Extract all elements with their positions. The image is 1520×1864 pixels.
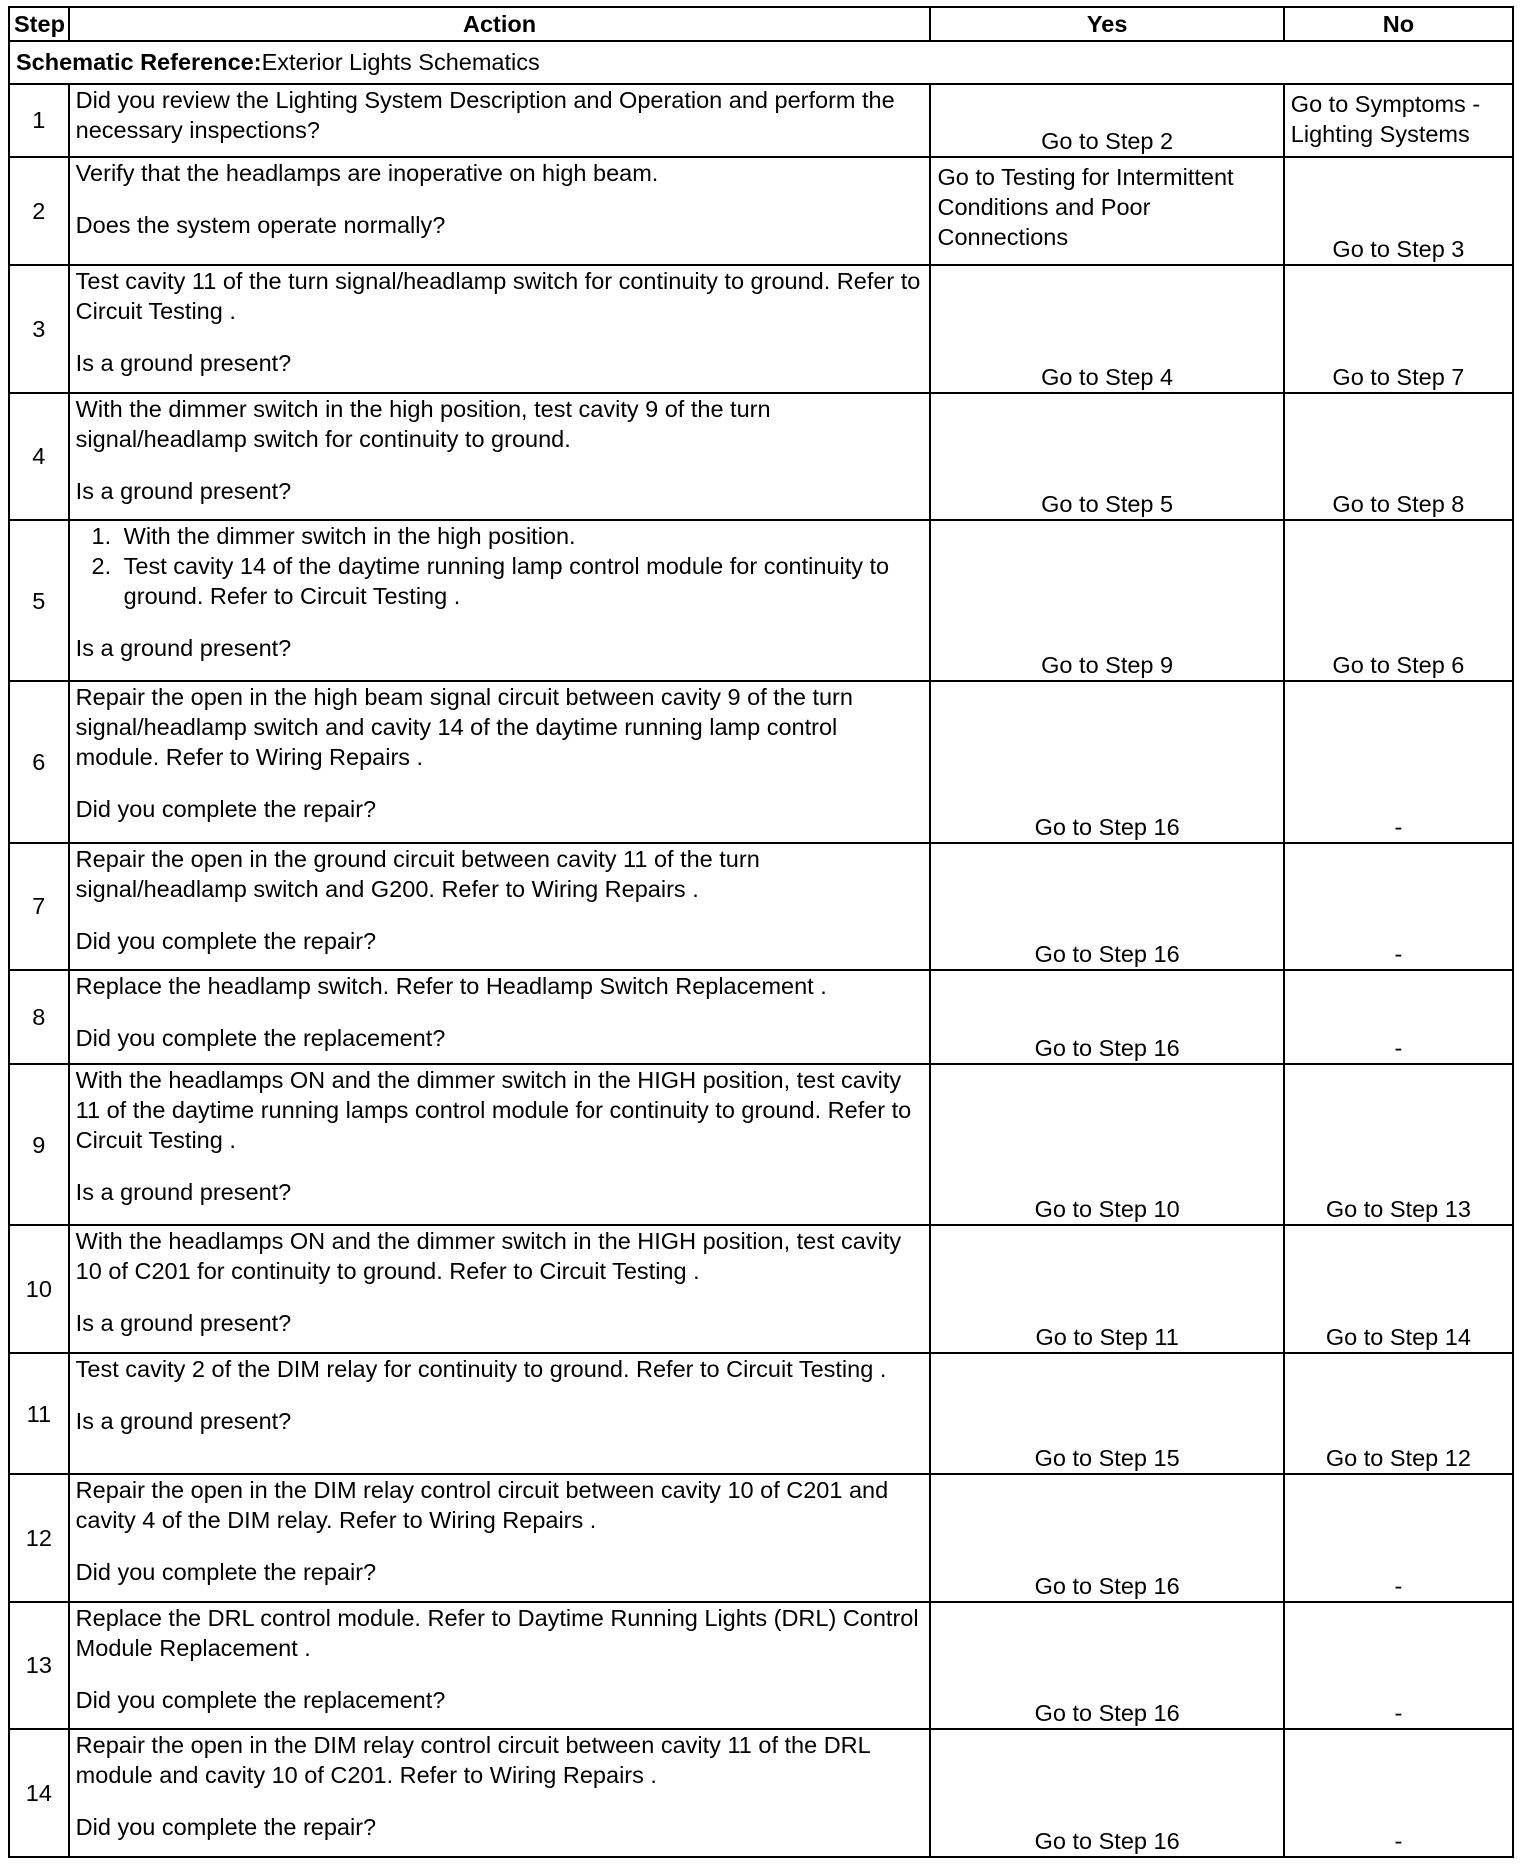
list-item: 2. Test cavity 14 of the daytime running lamp control module for continuity to ground. Refer to Circuit Testing . [118,551,924,611]
action-cell [69,1474,931,1602]
yes-cell[interactable]: Go to Step 9 [930,520,1283,681]
action-text: Did you review the Lighting System Description and Operation and perform the necessary inspections? [75,86,895,143]
no-cell[interactable]: Go to Step 3 [1284,157,1513,264]
step-number: 10 [9,1225,69,1353]
yes-cell[interactable]: Go to Step 16 [930,1729,1283,1857]
table-row [9,843,1513,971]
step-number: 13 [9,1602,69,1730]
no-cell[interactable]: Go to Step 6 [1284,520,1513,681]
action-cell [69,1729,931,1857]
step-number: 4 [9,393,69,521]
table-row [9,1729,1513,1857]
action-cell [69,1353,931,1474]
yes-cell[interactable]: Go to Step 16 [930,681,1283,842]
table-row [9,1225,1513,1353]
yes-cell[interactable]: Go to Step 2 [930,84,1283,158]
action-question: Does the system operate normally? [75,212,446,239]
table-row [9,265,1513,393]
yes-cell[interactable]: Go to Step 4 [930,265,1283,393]
action-question: Did you complete the repair? [75,927,377,954]
yes-cell[interactable]: Go to Step 15 [930,1353,1283,1474]
schematic-reference-label: Schematic Reference: [16,49,262,76]
step-number: 12 [9,1474,69,1602]
action-question: Did you complete the replacement? [75,1686,446,1713]
action-text: Repair the open in the ground circuit between cavity 11 of the turn signal/headlamp switch and G200. Refer to Wiring Repairs . [75,845,760,902]
header-no: No [1284,7,1513,41]
action-cell [69,393,931,521]
list-item: 1. With the dimmer switch in the high position. [118,521,924,551]
action-text: Replace the DRL control module. Refer to Daytime Running Lights (DRL) Control Module Replacement . [75,1604,919,1661]
action-cell [69,843,931,971]
header-step: Step [9,7,69,41]
step-number: 2 [9,157,69,264]
no-cell[interactable]: Go to Step 8 [1284,393,1513,521]
header-row [9,7,1513,41]
table-row [9,1353,1513,1474]
no-cell: - [1284,681,1513,842]
action-question: Is a ground present? [75,349,292,376]
step-number: 5 [9,520,69,681]
step-number: 6 [9,681,69,842]
action-text: With the dimmer switch in the high position, test cavity 9 of the turn signal/headlamp switch for continuity to ground. [75,395,771,452]
yes-cell[interactable]: Go to Step 16 [930,843,1283,971]
schematic-reference-link[interactable]: Exterior Lights Schematics [261,49,540,76]
action-question: Is a ground present? [75,1310,292,1337]
action-text: Replace the headlamp switch. Refer to Headlamp Switch Replacement . [75,973,827,1000]
action-cell [69,84,931,158]
table-row [9,393,1513,521]
action-cell [69,1602,931,1730]
table-row [9,1602,1513,1730]
step-number: 3 [9,265,69,393]
header-yes: Yes [930,7,1283,41]
step-number: 9 [9,1064,69,1225]
schematic-reference [9,41,1513,84]
yes-cell[interactable]: Go to Testing for Intermittent Conditions and Poor Connections [930,157,1283,264]
action-text: Test cavity 2 of the DIM relay for continuity to ground. Refer to Circuit Testing . [75,1356,887,1383]
yes-cell[interactable]: Go to Step 16 [930,1602,1283,1730]
header-action: Action [69,7,931,41]
no-cell[interactable]: Go to Symptoms - Lighting Systems [1284,84,1513,158]
action-question: Is a ground present? [75,1408,292,1435]
action-question: Is a ground present? [75,1179,292,1206]
action-cell [69,157,931,264]
step-number: 14 [9,1729,69,1857]
action-question: Is a ground present? [75,635,292,662]
table-row [9,157,1513,264]
action-text: With the headlamps ON and the dimmer switch in the HIGH position, test cavity 10 of C201 for continuity to ground. Refer to Circuit Testing . [75,1228,902,1285]
action-text: Repair the open in the DIM relay control circuit between cavity 10 of C201 and cavity 4 of the DIM relay. Refer to Wiring Repairs . [75,1476,889,1533]
step-number: 8 [9,970,69,1064]
schematic-reference-row [9,41,1513,84]
action-cell [69,520,931,681]
no-cell[interactable]: Go to Step 7 [1284,265,1513,393]
no-cell: - [1284,1729,1513,1857]
table-row [9,970,1513,1064]
action-text: With the headlamps ON and the dimmer switch in the HIGH position, test cavity 11 of the daytime running lamps control module for continuity to ground. Refer to Circuit Testing . [75,1067,912,1154]
no-cell[interactable]: Go to Step 13 [1284,1064,1513,1225]
table-row [9,520,1513,681]
yes-cell[interactable]: Go to Step 16 [930,970,1283,1064]
step-number: 11 [9,1353,69,1474]
step-number: 1 [9,84,69,158]
no-cell: - [1284,843,1513,971]
action-cell [69,970,931,1064]
action-text: Repair the open in the DIM relay control circuit between cavity 11 of the DRL module and cavity 10 of C201. Refer to Wiring Repairs . [75,1732,870,1789]
yes-cell[interactable]: Go to Step 10 [930,1064,1283,1225]
action-question: Did you complete the repair? [75,1558,377,1585]
no-cell: - [1284,1474,1513,1602]
yes-cell[interactable]: Go to Step 5 [930,393,1283,521]
action-text: Verify that the headlamps are inoperative on high beam. [75,160,659,187]
no-cell: - [1284,970,1513,1064]
action-question: Did you complete the repair? [75,1814,377,1841]
no-cell[interactable]: Go to Step 12 [1284,1353,1513,1474]
no-cell[interactable]: Go to Step 14 [1284,1225,1513,1353]
table-row [9,84,1513,158]
action-cell [69,1225,931,1353]
numbered-list [76,521,924,611]
table-row [9,681,1513,842]
no-cell: - [1284,1602,1513,1730]
action-cell [69,681,931,842]
action-text: Repair the open in the high beam signal circuit between cavity 9 of the turn signal/headlamp switch and cavity 14 of the daytime running lamp control module. Refer to Wiring Repairs . [75,684,853,771]
action-cell [69,1064,931,1225]
table-row [9,1064,1513,1225]
table-row [9,1474,1513,1602]
step-number: 7 [9,843,69,971]
action-text: Test cavity 11 of the turn signal/headlamp switch for continuity to ground. Refer to Circuit Testing . [75,267,921,324]
yes-cell[interactable]: Go to Step 16 [930,1474,1283,1602]
diagnostic-table [8,6,1514,1858]
action-question: Did you complete the repair? [75,796,377,823]
action-question: Did you complete the replacement? [75,1025,446,1052]
action-question: Is a ground present? [75,477,292,504]
yes-cell[interactable]: Go to Step 11 [930,1225,1283,1353]
action-cell [69,265,931,393]
